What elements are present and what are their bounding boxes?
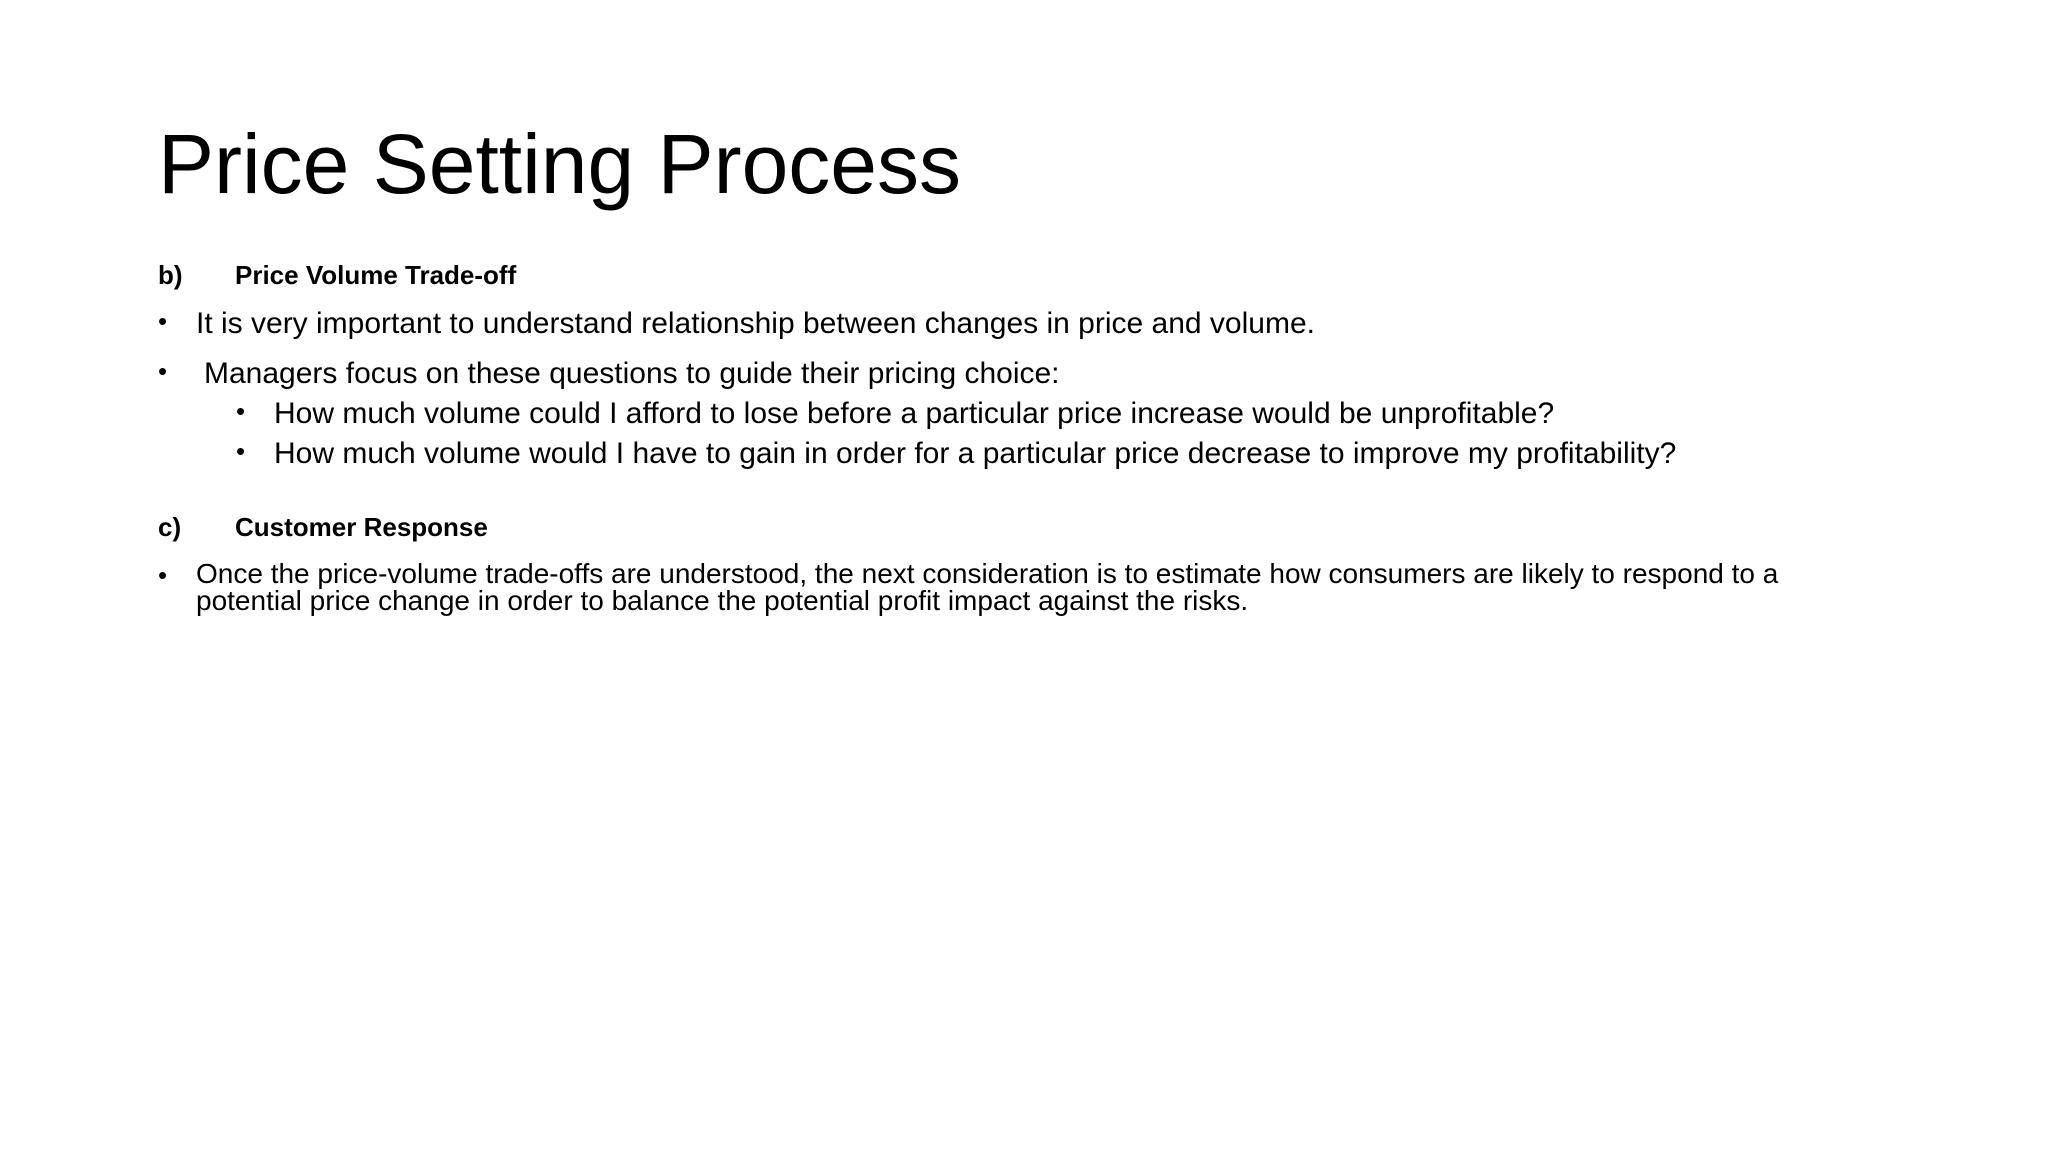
paragraph-line: Once the price-volume trade-offs are understood, the next consideration is to estimate how consumers are likely to respond to a bbox=[196, 558, 1779, 589]
sub-bullet-text: How much volume could I afford to lose before a particular price increase would be unprofitable? bbox=[274, 397, 1555, 430]
bullet-icon: • bbox=[158, 356, 168, 386]
section-b-letter: b) bbox=[158, 260, 183, 290]
bullet-text: Managers focus on these questions to guide their pricing choice: bbox=[204, 357, 1060, 390]
bullet-icon: • bbox=[158, 306, 168, 336]
section-b-heading bbox=[158, 260, 516, 291]
slide-title: Price Setting Process bbox=[158, 117, 962, 211]
section-c-letter: c) bbox=[158, 512, 182, 542]
bullet-icon: • bbox=[236, 436, 246, 466]
bullet-icon: • bbox=[158, 560, 168, 590]
sub-bullet-text: How much volume would I have to gain in order for a particular price decrease to improve my profitability? bbox=[274, 437, 1677, 470]
bullet-icon: • bbox=[236, 396, 246, 426]
paragraph-line: potential price change in order to balance the potential profit impact against the risks. bbox=[196, 585, 1249, 616]
section-c-heading bbox=[158, 512, 488, 543]
section-c-title: Customer Response bbox=[235, 512, 488, 542]
bullet-paragraph bbox=[196, 560, 1916, 614]
section-b-title: Price Volume Trade-off bbox=[235, 260, 517, 290]
bullet-text: It is very important to understand relationship between changes in price and volume. bbox=[196, 307, 1315, 340]
